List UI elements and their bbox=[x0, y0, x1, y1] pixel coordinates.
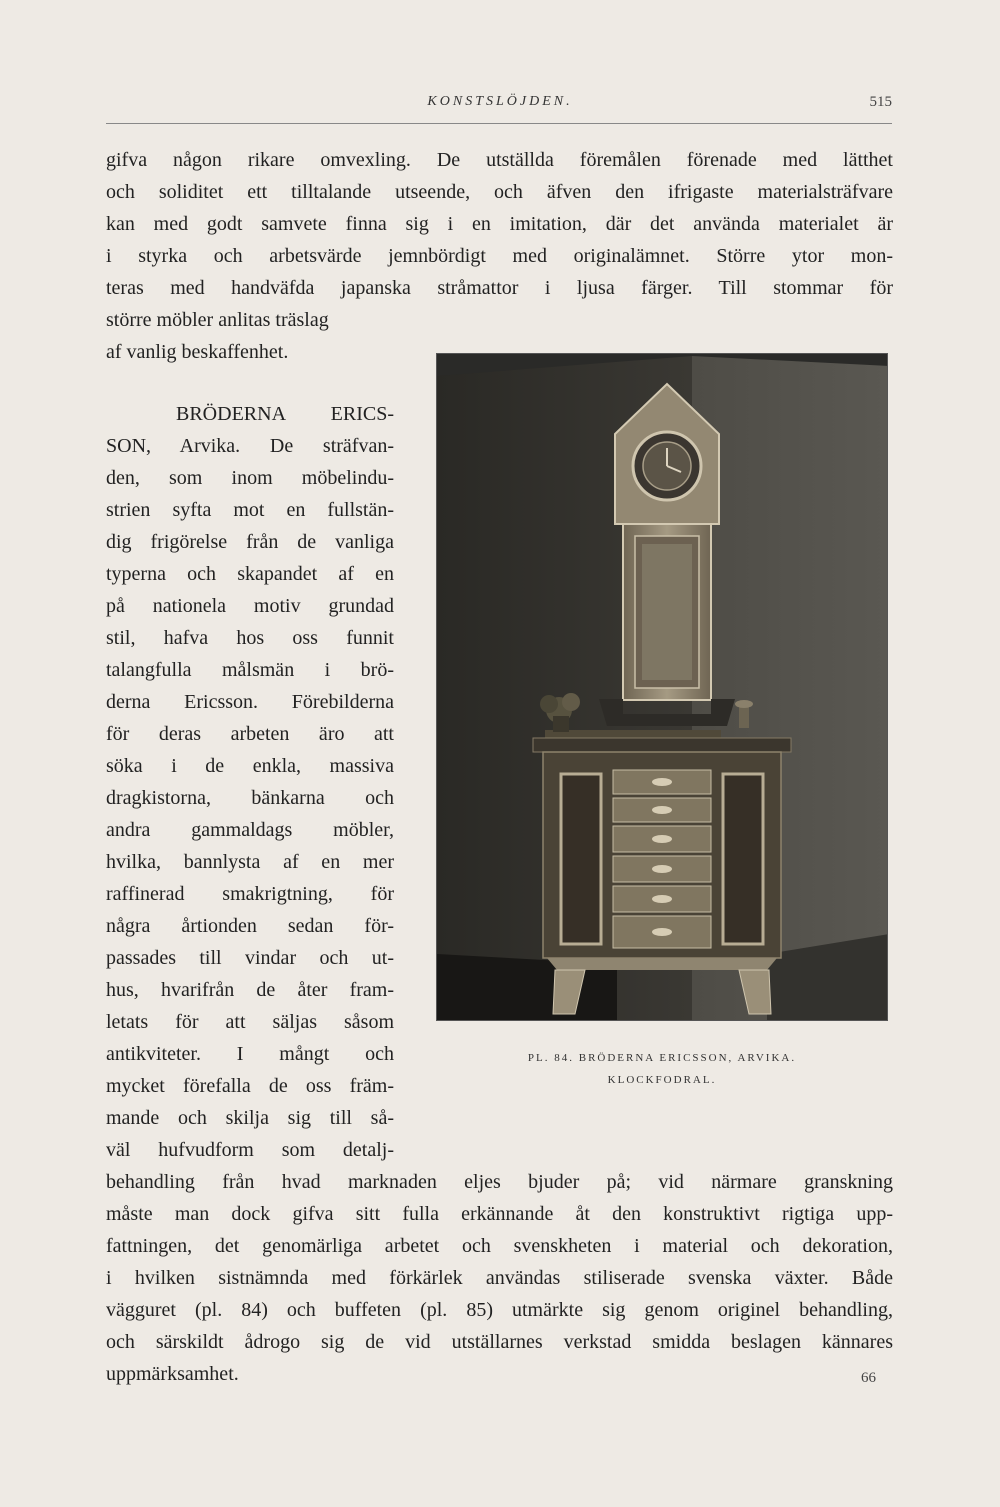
running-title: KONSTSLÖJDEN. bbox=[427, 94, 573, 109]
text-line: och soliditet ett tilltalande utseende, och äfven den ifrigaste materialsträfvare bbox=[106, 181, 893, 203]
text-line: söka i de enkla, massiva bbox=[106, 755, 394, 777]
text-line: behandling från hvad marknaden eljes bjuder på; vid närmare granskning bbox=[106, 1171, 893, 1193]
text-line: antikviteter. I mångt och bbox=[106, 1043, 394, 1065]
header-rule bbox=[106, 123, 892, 124]
clock-cabinet-illustration bbox=[437, 354, 888, 1021]
text-line: mande och skilja sig till så- bbox=[106, 1107, 394, 1129]
text-line: hvilka, bannlysta af en mer bbox=[106, 851, 394, 873]
text-line: större möbler anlitas träslag bbox=[106, 309, 329, 331]
text-line: letats för att säljas såsom bbox=[106, 1011, 394, 1033]
text-line: gifva någon rikare omvexling. De utställda föremålen förenade med lätthet bbox=[106, 149, 893, 171]
text-line: uppmärksamhet. bbox=[106, 1363, 239, 1385]
text-line: vägguret (pl. 84) och buffeten (pl. 85) utmärkte sig genom originel behandling, bbox=[106, 1299, 893, 1321]
page-number: 515 bbox=[869, 94, 892, 110]
text-line: andra gammaldags möbler, bbox=[106, 819, 394, 841]
text-line: i styrka och arbetsvärde jemnbördigt med originalämnet. Större ytor mon- bbox=[106, 245, 893, 267]
text-line: hus, hvarifrån de åter fram- bbox=[106, 979, 394, 1001]
text-line: af vanlig beskaffenhet. bbox=[106, 341, 289, 363]
text-line: stil, hafva hos oss funnit bbox=[106, 627, 394, 649]
text-line: på nationela motiv grundad bbox=[106, 595, 394, 617]
text-line: raffinerad smakrigtning, för bbox=[106, 883, 394, 905]
text-line: typerna och skapandet af en bbox=[106, 563, 394, 585]
text-line: dragkistorna, bänkarna och bbox=[106, 787, 394, 809]
text-line: måste man dock gifva sitt fulla erkännande åt den konstruktivt rigtiga upp- bbox=[106, 1203, 893, 1225]
text-line: strien syfta mot en fullstän- bbox=[106, 499, 394, 521]
text-line: den, som inom möbelindu- bbox=[106, 467, 394, 489]
plate-caption: PL. 84. BRÖDERNA ERICSSON, ARVIKA. bbox=[527, 1052, 797, 1064]
text-line: i hvilken sistnämnda med förkärlek användas stiliserade svenska växter. Både bbox=[106, 1267, 893, 1289]
text-line: passades till vindar och ut- bbox=[106, 947, 394, 969]
section-heading: BRÖDERNA ERICS- bbox=[176, 403, 394, 425]
signature-mark: 66 bbox=[861, 1370, 876, 1386]
text-line: SON, Arvika. De sträfvan- bbox=[106, 435, 394, 457]
text-line: teras med handväfda japanska stråmattor i ljusa färger. Till stommar för bbox=[106, 277, 893, 299]
text-line: fattningen, det genomärliga arbetet och svenskheten i material och dekoration, bbox=[106, 1235, 893, 1257]
text-line: och särskildt ådrogo sig de vid utställarnes verkstad smidda beslagen kännares bbox=[106, 1331, 893, 1353]
text-line: för deras arbeten äro att bbox=[106, 723, 394, 745]
text-line: derna Ericsson. Förebilderna bbox=[106, 691, 394, 713]
text-line: dig frigörelse från de vanliga bbox=[106, 531, 394, 553]
text-line: mycket förefalla de oss främ- bbox=[106, 1075, 394, 1097]
plate-caption-subtitle: KLOCKFODRAL. bbox=[607, 1074, 717, 1086]
text-line: några årtionden sedan för- bbox=[106, 915, 394, 937]
text-line: väl hufvudform som detalj- bbox=[106, 1139, 394, 1161]
text-line: kan med godt samvete finna sig i en imitation, där det använda materialet är bbox=[106, 213, 893, 235]
plate-photograph bbox=[436, 353, 888, 1021]
text-line: talangfulla målsmän i brö- bbox=[106, 659, 394, 681]
